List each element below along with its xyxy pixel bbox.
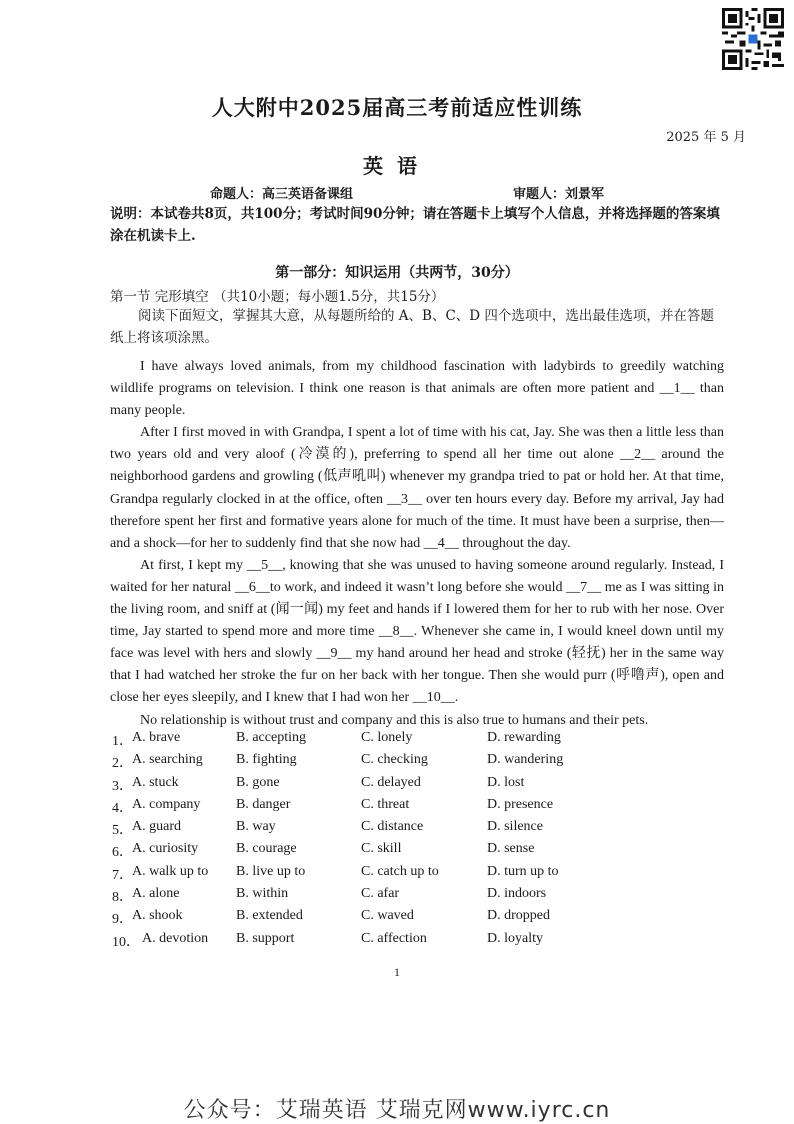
option-b: B. accepting xyxy=(236,730,306,745)
passage-paragraph: After I first moved in with Grandpa, I spent a lot of time with his cat, Jay. She was then a little less than two years old and very aloof (冷漠的), preferring to spend all her time out alone __2__ around the neighborhood gardens and growling (低声吼叫) whenever my grandpa tried to pat or hold her. At that time, Grandpa regularly clocked in at the office, often __3__ over ten hours every day. Before my arrival, Jay had therefore spent her first and formative years alone for much of the time. It must have been a surprise, then—and a shock—for her to suddenly find that she now had __4__ throughout the day. xyxy=(110,425,724,551)
option-c: C. checking xyxy=(361,752,428,768)
answer-options xyxy=(112,730,712,953)
option-c: C. catch up to xyxy=(361,863,439,879)
option-d: D. turn up to xyxy=(487,863,559,879)
option-a: A. guard xyxy=(132,819,181,835)
option-a: A. company xyxy=(132,796,201,812)
option-a: A. curiosity xyxy=(132,841,199,857)
question-row xyxy=(112,819,712,841)
question-row xyxy=(112,841,712,863)
question-number: 7． xyxy=(112,867,133,883)
question-row xyxy=(112,797,712,819)
passage-paragraph: At first, I kept my __5__, knowing that she was unused to having someone around regularly. Instead, I waited for her natural __6__to work, and indeed it wasn’t long before she would __7__ me as I was sitting in the living room, and sniff at (闻一闻) my feet and hands if I lowered them for her to rub with her nose. Over time, Jay started to spend more and more time __8__. Whenever she came in, I would kneel down until my face was level with hers and slowly __9__ my hand around her head and stroke (轻抚) her in the same way that I had watched her stroke the fur on her back with her tongue. Then she would purr (呼噜声), open and close her eyes sleepily, and I knew that I had won her __10__. xyxy=(110,557,724,706)
option-d: D. loyalty xyxy=(487,930,543,946)
question-number: 8． xyxy=(112,890,133,906)
option-b: B. way xyxy=(236,819,276,835)
passage-paragraph: I have always loved animals, from my childhood fascination with ladybirds to greedily watching wildlife programs on television. I think one reason is that animals are often more patient and __1__ than many people. xyxy=(110,359,724,419)
section-title: 第一节 完形填空 （共10小题；每小题1.5分，共15分） xyxy=(110,289,445,305)
reviewer-label: 审题人：刘景军 xyxy=(513,187,605,202)
question-number: 4． xyxy=(112,800,133,816)
question-number: 6． xyxy=(112,845,133,861)
question-number: 2． xyxy=(112,756,133,772)
option-c: C. distance xyxy=(361,819,424,835)
question-row xyxy=(112,864,712,886)
section-direction: 阅读下面短文，掌握其大意，从每题所给的 A、B、C、D 四个选项中，选出最佳选项，并在答题纸上将该项涂黑。 xyxy=(110,308,714,346)
option-a: A. stuck xyxy=(132,774,179,790)
question-row xyxy=(112,886,712,908)
option-c: C. afar xyxy=(361,886,400,902)
option-a: A. searching xyxy=(132,752,203,768)
option-b: B. support xyxy=(236,930,295,946)
option-c: C. affection xyxy=(361,930,427,946)
option-a: A. alone xyxy=(132,886,180,902)
option-a: A. devotion xyxy=(142,930,209,946)
option-d: D. presence xyxy=(487,796,554,812)
option-d: D. dropped xyxy=(487,908,550,924)
exam-date: 2025 年 5 月 xyxy=(666,130,746,145)
question-row xyxy=(112,752,712,774)
footer-watermark: 公众号：艾瑞英语 艾瑞克网www.iyrc.cn xyxy=(183,1098,611,1123)
question-number: 9． xyxy=(112,912,133,928)
option-b: B. extended xyxy=(236,908,303,924)
part-title: 第一部分：知识运用（共两节，30分） xyxy=(275,265,519,281)
option-c: C. waved xyxy=(361,908,414,924)
question-row xyxy=(112,931,712,953)
option-c: C. threat xyxy=(361,796,410,812)
option-c: C. lonely xyxy=(361,730,413,745)
option-d: D. indoors xyxy=(487,886,547,902)
option-b: B. courage xyxy=(236,841,297,857)
option-b: B. danger xyxy=(236,796,291,812)
question-number: 5． xyxy=(112,823,133,839)
option-d: D. wandering xyxy=(487,752,564,768)
question-number: 1． xyxy=(112,734,133,749)
exam-notes: 说明：本试卷共8页，共100分；考试时间90分钟；请在答题卡上填写个人信息，并将选择题的答案填涂在机读卡上. xyxy=(110,206,720,244)
exam-title: 人大附中2025届高三考前适应性训练 xyxy=(211,95,583,120)
question-number: 10． xyxy=(112,934,140,950)
option-d: D. lost xyxy=(487,774,525,790)
option-a: A. shook xyxy=(132,908,183,924)
option-a: A. brave xyxy=(132,730,181,745)
question-row xyxy=(112,908,712,930)
option-b: B. gone xyxy=(236,774,280,790)
option-a: A. walk up to xyxy=(132,863,209,879)
subject-title: 英语 xyxy=(363,154,431,178)
option-c: C. delayed xyxy=(361,774,421,790)
question-row xyxy=(112,775,712,797)
option-c: C. skill xyxy=(361,841,402,857)
page-number: 1 xyxy=(394,965,400,979)
passage-paragraph: No relationship is without trust and company and this is also true to humans and their pets. xyxy=(140,712,649,728)
option-b: B. within xyxy=(236,886,289,902)
question-row xyxy=(112,730,712,752)
option-d: D. sense xyxy=(487,841,535,857)
setter-label: 命题人：高三英语备课组 xyxy=(210,187,354,202)
option-d: D. rewarding xyxy=(487,730,561,745)
cloze-passage xyxy=(110,356,724,732)
option-d: D. silence xyxy=(487,819,543,835)
qr-code xyxy=(722,8,784,70)
option-b: B. live up to xyxy=(236,863,306,879)
option-b: B. fighting xyxy=(236,752,297,768)
question-number: 3． xyxy=(112,778,133,794)
